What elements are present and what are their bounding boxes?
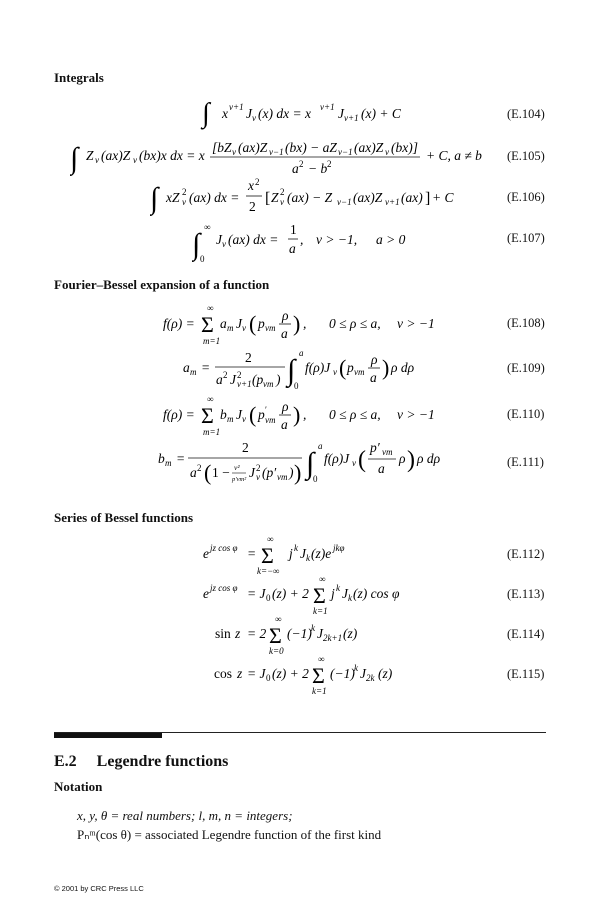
svg-text:∞: ∞ <box>319 574 326 584</box>
svg-text:[bZ: [bZ <box>212 140 232 155</box>
svg-text:=: = <box>247 546 257 561</box>
svg-text:J: J <box>216 232 222 247</box>
svg-text:k: k <box>306 553 310 563</box>
svg-text:k=0: k=0 <box>269 646 284 656</box>
svg-text:J: J <box>236 316 242 331</box>
svg-text:= J: = J <box>247 666 266 681</box>
equation-label-e115: (E.115) <box>507 667 545 681</box>
svg-text:∫: ∫ <box>70 142 79 175</box>
svg-text:ν+1: ν+1 <box>229 102 244 112</box>
svg-text:a > 0: a > 0 <box>376 232 406 247</box>
svg-text:a: a <box>292 161 299 176</box>
svg-text:ν: ν <box>256 472 260 482</box>
svg-text:J: J <box>230 372 236 387</box>
svg-text:(bx) − aZ: (bx) − aZ <box>285 140 337 155</box>
svg-text:ν > −1,: ν > −1, <box>316 232 358 247</box>
equation-e107-graphic <box>192 220 422 264</box>
equation-label-e113: (E.113) <box>507 587 545 601</box>
svg-text:): ) <box>293 311 301 336</box>
equation-e110-graphic <box>163 393 463 439</box>
svg-text:): ) <box>382 355 390 380</box>
svg-text:ν: ν <box>95 155 99 165</box>
svg-text:ν: ν <box>352 458 356 468</box>
svg-text:cos: cos <box>214 666 232 681</box>
svg-text:x: x <box>248 178 254 193</box>
equation-label-e110: (E.110) <box>507 407 545 421</box>
equation-e106-graphic <box>150 178 470 218</box>
svg-text:(z): (z) <box>343 626 358 641</box>
svg-text:∫: ∫ <box>306 447 315 480</box>
svg-text:sin: sin <box>215 626 231 641</box>
svg-text:): ) <box>293 402 301 427</box>
svg-text:a: a <box>370 370 377 385</box>
svg-text:m: m <box>190 367 197 377</box>
svg-text:k: k <box>354 663 358 673</box>
svg-text:(ax) dx =: (ax) dx = <box>189 190 240 205</box>
svg-text:(z) + 2: (z) + 2 <box>272 666 309 681</box>
svg-text:,: , <box>303 316 307 331</box>
section-heading-integrals: Integrals <box>54 70 104 85</box>
svg-text:(ax)Z: (ax)Z <box>353 190 383 205</box>
svg-text:m: m <box>227 414 234 424</box>
svg-text:ν+1: ν+1 <box>344 113 359 123</box>
equation-e115 <box>214 654 414 700</box>
svg-text:(z)e: (z)e <box>311 546 332 561</box>
svg-text:∞: ∞ <box>275 614 282 624</box>
svg-text:p: p <box>258 407 265 422</box>
equation-label-e114: (E.114) <box>507 627 545 641</box>
section-title-legendre <box>54 753 228 771</box>
svg-text:νm: νm <box>263 379 274 389</box>
svg-text:k: k <box>311 623 315 633</box>
svg-text:a: a <box>281 417 288 432</box>
svg-text:Σ: Σ <box>312 663 325 688</box>
svg-text:Σ: Σ <box>261 543 274 568</box>
svg-text:Σ: Σ <box>269 623 282 648</box>
equation-e104 <box>200 96 500 134</box>
svg-text:p: p <box>258 316 265 331</box>
svg-text:2k+1: 2k+1 <box>323 633 343 643</box>
svg-text:f(ρ) =: f(ρ) = <box>163 407 195 422</box>
svg-text:J: J <box>342 586 348 601</box>
svg-text:a: a <box>299 348 304 358</box>
svg-text:]: ] <box>425 190 431 207</box>
svg-text:jz cos φ: jz cos φ <box>210 543 238 553</box>
svg-text:ν: ν <box>232 147 236 157</box>
svg-text:2: 2 <box>249 199 256 214</box>
svg-text:2: 2 <box>327 159 332 169</box>
svg-text:0: 0 <box>313 474 318 484</box>
equation-e107 <box>192 220 422 268</box>
equation-e112-graphic <box>203 534 403 576</box>
svg-text:k: k <box>294 543 298 553</box>
svg-text:j: j <box>289 546 293 561</box>
svg-text:(: ( <box>249 311 257 336</box>
svg-text:(ax) dx =: (ax) dx = <box>228 232 279 247</box>
svg-text:(ax)Z: (ax)Z <box>101 148 131 163</box>
svg-text:νm: νm <box>265 415 276 425</box>
svg-text:,: , <box>300 232 304 247</box>
svg-text:k: k <box>348 593 352 603</box>
svg-text:=: = <box>201 360 211 375</box>
svg-text:ρ: ρ <box>282 399 289 414</box>
svg-text:ν: ν <box>242 323 246 333</box>
section-divider-bar <box>54 733 162 738</box>
svg-text:a: a <box>183 360 190 375</box>
svg-text:(−1): (−1) <box>287 626 312 641</box>
svg-text:f(ρ)J: f(ρ)J <box>324 451 350 466</box>
equation-label-e108: (E.108) <box>507 316 545 330</box>
svg-text:): ) <box>289 465 294 480</box>
svg-text:J: J <box>360 666 366 681</box>
svg-text:(ax): (ax) <box>401 190 423 205</box>
svg-text:∫: ∫ <box>287 354 296 387</box>
svg-text:1: 1 <box>290 222 297 237</box>
svg-text:a: a <box>190 465 197 480</box>
svg-text:∞: ∞ <box>204 222 211 232</box>
svg-text:a: a <box>378 461 385 476</box>
svg-text:): ) <box>294 460 302 485</box>
svg-text:Z: Z <box>271 190 279 205</box>
svg-text:(−1): (−1) <box>330 666 355 681</box>
equation-label-e112: (E.112) <box>507 547 545 561</box>
svg-text:(x) dx = x: (x) dx = x <box>258 106 311 121</box>
svg-text:f(ρ) =: f(ρ) = <box>163 316 195 331</box>
svg-text:0: 0 <box>266 673 271 683</box>
svg-text:ν: ν <box>252 113 256 123</box>
equation-e108 <box>163 302 463 352</box>
svg-text:2: 2 <box>256 463 261 473</box>
svg-text:ν+1: ν+1 <box>385 197 400 207</box>
svg-text:p′: p′ <box>370 440 380 455</box>
equation-e109 <box>183 346 423 398</box>
svg-text:0 ≤ ρ ≤ a,: 0 ≤ ρ ≤ a, <box>329 407 381 422</box>
svg-text:+ C: + C <box>432 190 454 205</box>
svg-text:2: 2 <box>242 440 249 455</box>
svg-text:∫: ∫ <box>150 182 159 215</box>
section-heading-fourier-bessel: Fourier–Bessel expansion of a function <box>54 277 270 292</box>
svg-text:J: J <box>249 465 255 480</box>
svg-text:2: 2 <box>245 350 252 365</box>
svg-text:J: J <box>236 407 242 422</box>
svg-text:J: J <box>338 106 344 121</box>
svg-text:m=1: m=1 <box>203 427 221 437</box>
svg-text:2: 2 <box>255 178 260 187</box>
svg-text:m: m <box>165 458 172 468</box>
svg-text:(x) + C: (x) + C <box>361 106 401 121</box>
svg-text:(z) + 2: (z) + 2 <box>272 586 309 601</box>
svg-text:(ax)Z: (ax)Z <box>238 140 268 155</box>
svg-text:0: 0 <box>200 254 205 264</box>
svg-text:ρ: ρ <box>282 308 289 323</box>
svg-text:ν−1: ν−1 <box>337 197 352 207</box>
svg-text:Z: Z <box>86 148 94 163</box>
equation-label-e109: (E.109) <box>507 361 545 375</box>
svg-text:): ) <box>407 447 415 473</box>
svg-text:ν: ν <box>385 147 389 157</box>
svg-text:∫: ∫ <box>192 228 201 261</box>
svg-text:(p: (p <box>252 372 264 387</box>
svg-text:ρ: ρ <box>371 352 378 367</box>
svg-text:p′νm²: p′νm² <box>232 476 247 483</box>
svg-text:ρ dρ: ρ dρ <box>417 451 441 466</box>
svg-text:,: , <box>303 407 307 422</box>
equation-label-e104: (E.104) <box>507 107 545 121</box>
svg-text:jz cos φ: jz cos φ <box>210 583 238 593</box>
svg-text:νm: νm <box>277 472 288 482</box>
equation-e104-graphic <box>200 96 500 130</box>
svg-text:f(ρ)J: f(ρ)J <box>305 360 331 375</box>
section-number: E.2 <box>54 753 77 770</box>
svg-text:[: [ <box>265 190 271 207</box>
svg-text:k=1: k=1 <box>313 606 328 616</box>
copyright-footer: © 2001 by CRC Press LLC <box>54 884 144 893</box>
equation-label-e106: (E.106) <box>507 190 545 204</box>
svg-text:2: 2 <box>223 370 228 380</box>
svg-text:(z) cos φ: (z) cos φ <box>353 586 400 601</box>
svg-text:2: 2 <box>299 159 304 169</box>
svg-text:p: p <box>347 360 354 375</box>
svg-text:− b: − b <box>308 161 328 176</box>
svg-text:xZ: xZ <box>166 190 180 205</box>
svg-text:(: ( <box>249 402 257 427</box>
svg-text:a: a <box>220 316 227 331</box>
svg-text:a: a <box>289 241 296 256</box>
svg-text:∞: ∞ <box>207 303 214 313</box>
svg-text:′: ′ <box>265 405 267 415</box>
svg-text:J: J <box>246 106 252 121</box>
svg-text:Σ: Σ <box>201 403 214 428</box>
svg-text:m=1: m=1 <box>203 336 221 346</box>
svg-text:b: b <box>158 451 165 466</box>
svg-text:a: a <box>281 326 288 341</box>
svg-text:νm: νm <box>354 367 365 377</box>
svg-text:2k: 2k <box>366 673 375 683</box>
svg-text:j: j <box>331 586 335 601</box>
svg-text:J: J <box>300 546 306 561</box>
section-heading-series: Series of Bessel functions <box>54 510 194 525</box>
svg-text:= J: = J <box>247 586 266 601</box>
notation-line-2: Pₙᵐ(cos θ) = associated Legendre function of the first kind <box>77 827 382 842</box>
svg-text:∫: ∫ <box>202 98 210 129</box>
svg-text:Σ: Σ <box>201 312 214 337</box>
svg-text:ρ: ρ <box>399 451 406 466</box>
svg-text:∞: ∞ <box>318 654 325 664</box>
svg-text:a: a <box>216 372 223 387</box>
section-title-text: Legendre functions <box>96 753 229 770</box>
svg-text:k=−∞: k=−∞ <box>257 566 280 576</box>
svg-text:z: z <box>235 626 241 641</box>
equation-label-e111: (E.111) <box>507 455 544 469</box>
svg-text:ν > −1: ν > −1 <box>397 316 435 331</box>
svg-text:∞: ∞ <box>267 534 274 544</box>
equation-e108-graphic <box>163 302 463 348</box>
svg-text:jkφ: jkφ <box>333 543 345 553</box>
svg-text:m: m <box>227 323 234 333</box>
svg-text:(bx)x dx = x: (bx)x dx = x <box>139 148 205 163</box>
svg-text:Σ: Σ <box>313 583 326 608</box>
svg-text:ν > −1: ν > −1 <box>397 407 435 422</box>
svg-text:νm: νm <box>382 447 393 457</box>
svg-text:ν: ν <box>242 414 246 424</box>
svg-text:(: ( <box>204 460 212 485</box>
svg-text:+ C, a ≠ b: + C, a ≠ b <box>426 148 482 163</box>
svg-text:ν: ν <box>333 367 337 377</box>
svg-text:2: 2 <box>197 463 202 473</box>
svg-text:k: k <box>336 583 340 593</box>
svg-text:ν+1: ν+1 <box>320 102 335 112</box>
svg-text:2: 2 <box>280 187 285 197</box>
svg-text:ν²: ν² <box>234 463 240 472</box>
svg-text:0: 0 <box>266 593 271 603</box>
svg-text:): ) <box>276 372 281 387</box>
svg-text:x: x <box>222 106 228 121</box>
equation-e113-graphic <box>203 574 423 616</box>
equation-e111 <box>158 435 458 495</box>
svg-text:ν: ν <box>222 239 226 249</box>
svg-text:(: ( <box>358 447 366 473</box>
svg-text:1 −: 1 − <box>212 465 230 480</box>
equation-e111-graphic <box>158 435 458 491</box>
svg-text:ρ dρ: ρ dρ <box>391 360 415 375</box>
svg-text:ν−1: ν−1 <box>338 147 353 157</box>
svg-text:ν+1: ν+1 <box>237 379 252 389</box>
notation-line-1: x, y, θ = real numbers; l, m, n = integers; <box>77 808 293 823</box>
equation-e105-graphic <box>70 136 510 180</box>
svg-text:(ax) − Z: (ax) − Z <box>287 190 333 205</box>
svg-text:ν−1: ν−1 <box>269 147 284 157</box>
svg-text:ν: ν <box>182 197 186 207</box>
svg-text:z: z <box>237 666 243 681</box>
svg-text:(bx)]: (bx)] <box>391 140 418 155</box>
equation-e114-graphic <box>215 614 395 656</box>
svg-text:(: ( <box>339 355 347 380</box>
svg-text:0 ≤ ρ ≤ a,: 0 ≤ ρ ≤ a, <box>329 316 381 331</box>
svg-text:2: 2 <box>182 187 187 197</box>
svg-text:(ax)Z: (ax)Z <box>354 140 384 155</box>
svg-text:0: 0 <box>294 381 299 391</box>
svg-text:=: = <box>176 451 186 466</box>
equation-e109-graphic <box>183 346 423 394</box>
svg-text:(p′: (p′ <box>262 465 277 480</box>
svg-text:(z): (z) <box>378 666 393 681</box>
svg-text:ν: ν <box>280 197 284 207</box>
equation-label-e107: (E.107) <box>507 231 545 245</box>
svg-text:2: 2 <box>237 370 242 380</box>
svg-text:b: b <box>220 407 227 422</box>
equation-e105 <box>70 136 510 184</box>
svg-text:J: J <box>317 626 323 641</box>
svg-text:νm: νm <box>265 323 276 333</box>
svg-text:k=1: k=1 <box>312 686 327 696</box>
svg-text:= 2: = 2 <box>247 626 267 641</box>
svg-text:∞: ∞ <box>207 394 214 404</box>
svg-text:ν: ν <box>133 155 137 165</box>
equation-label-e105: (E.105) <box>507 149 545 163</box>
equation-e106 <box>150 178 470 222</box>
svg-text:e: e <box>203 546 209 561</box>
equation-e115-graphic <box>214 654 414 696</box>
svg-text:e: e <box>203 586 209 601</box>
svg-text:a: a <box>318 441 323 451</box>
notation-heading: Notation <box>54 779 103 794</box>
